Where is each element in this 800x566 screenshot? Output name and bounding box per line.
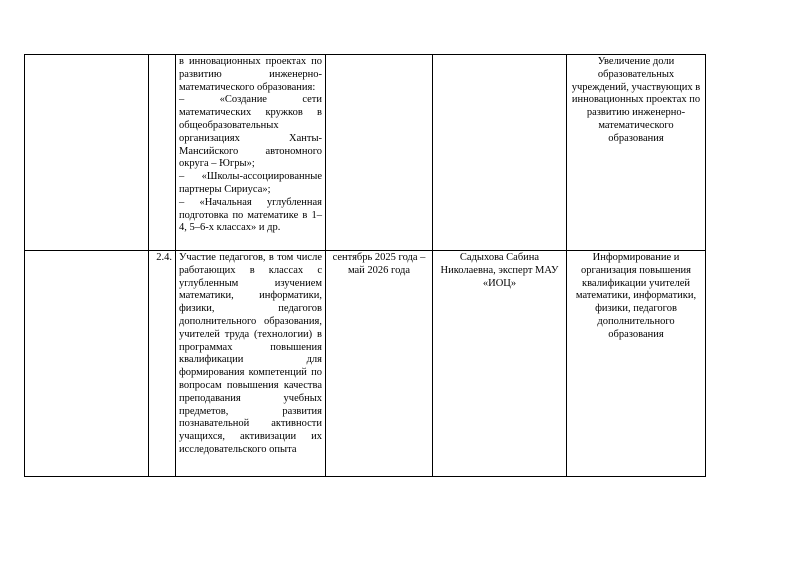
event-cell	[176, 251, 326, 477]
item-number-cell	[149, 55, 176, 251]
item-number-cell: 2.4.	[149, 251, 176, 477]
plan-table	[24, 54, 706, 477]
section-cell	[25, 55, 149, 251]
dates-cell: сентябрь 2025 года – май 2026 года	[326, 251, 433, 477]
result-cell: Информирование и организация повышения квалификации учителей математики, информатики, физики, педагогов дополнительного образования	[567, 251, 706, 477]
section-cell	[25, 251, 149, 477]
event-text: – «Начальная углубленная подготовка по математике в 1–4, 5–6-х классах» и др.	[179, 196, 322, 234]
responsible-cell: Садыхова Сабина Николаевна, эксперт МАУ «ИОЦ»	[433, 251, 567, 477]
event-text: Участие педагогов, в том числе работающих в классах с углубленным изучением математики, информатики, физики, педагогов дополнительного образования, учителей труда (технологии) в программах повышения квалификации для формирования компетенций по вопросам повышения качества преподавания учебных предметов, развития познавательной активности учащихся, активизации их исследовательского опыта	[179, 252, 322, 455]
responsible-cell	[433, 55, 567, 251]
dates-cell	[326, 55, 433, 251]
event-cell	[176, 55, 326, 251]
event-text: – «Создание сети математических кружков в общеобразовательных организациях Ханты-Мансийского автономного округа – Югры»;	[179, 94, 322, 170]
result-cell: Увеличение доли образовательных учреждений, участвующих в инновационных проектах по развитию инженерно-математического образования	[567, 55, 706, 251]
event-text: – «Школы-ассоциированные партнеры Сириуса»;	[179, 171, 322, 195]
table-row	[25, 55, 706, 251]
table-row	[25, 251, 706, 477]
event-text: в инновационных проектах по развитию инженерно-математического образования:	[179, 56, 322, 93]
